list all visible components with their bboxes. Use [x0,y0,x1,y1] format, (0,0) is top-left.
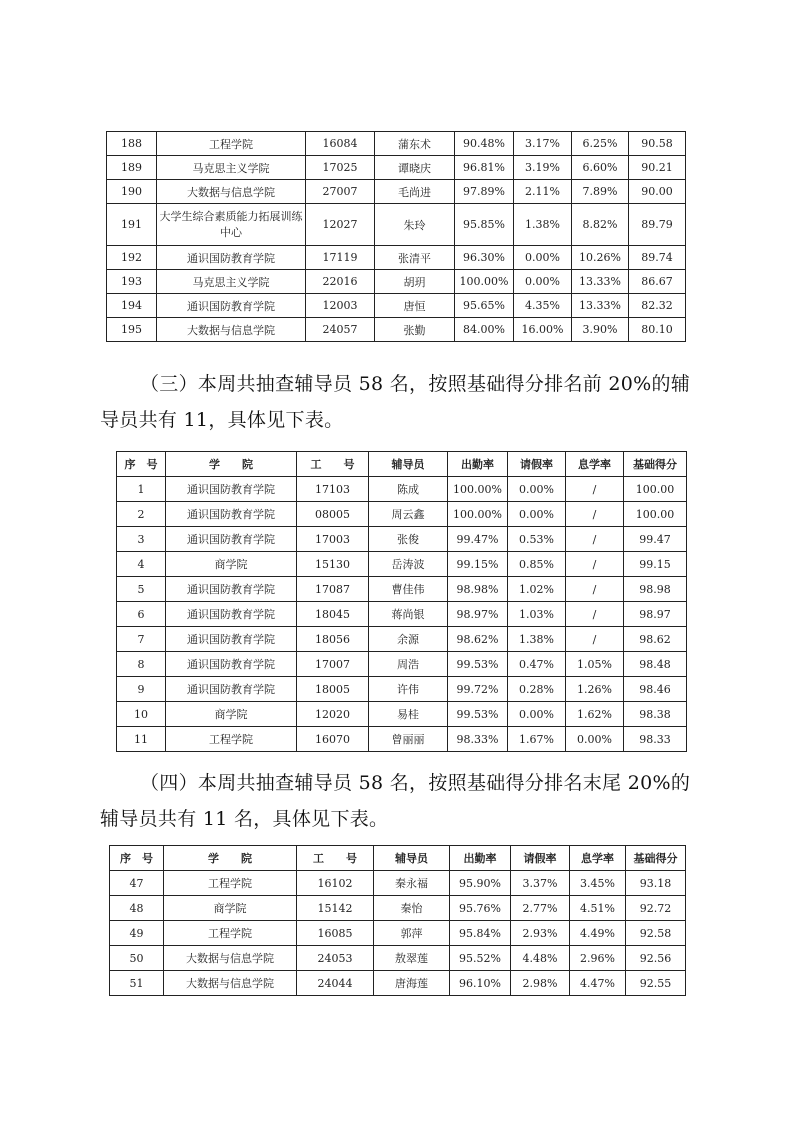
table2-cell-staff-id: 18045 [297,602,369,627]
table2-header-absence-rate: 息学率 [566,452,624,477]
table3-header-counselor: 辅导员 [374,846,450,871]
table1-cell-index: 191 [107,204,157,246]
table1-cell-attendance-rate: 100.00% [455,270,514,294]
table2-cell-index: 5 [117,577,166,602]
table1-cell-attendance-rate: 95.65% [455,294,514,318]
paragraph-top-20-percent [100,366,692,438]
table2-cell-staff-id: 18005 [297,677,369,702]
table3-row [110,946,686,971]
table3-cell-counselor: 唐海莲 [374,971,450,996]
table2-cell-absence-rate: / [566,577,624,602]
table3-cell-base-score: 92.58 [626,921,686,946]
table-top-20-percent [116,451,687,752]
table3-cell-attendance-rate: 95.90% [450,871,511,896]
table1-row [107,318,686,342]
table2-cell-counselor: 周浩 [369,652,448,677]
table2-cell-index: 8 [117,652,166,677]
table3-cell-base-score: 92.56 [626,946,686,971]
table3-cell-attendance-rate: 95.52% [450,946,511,971]
table1-cell-attendance-rate: 96.30% [455,246,514,270]
table3-cell-attendance-rate: 95.84% [450,921,511,946]
table1-body [107,132,686,342]
table2-cell-absence-rate: 1.05% [566,652,624,677]
table1-cell-base-score: 89.74 [629,246,686,270]
table3-cell-absence-rate: 3.45% [570,871,626,896]
table2-cell-base-score: 100.00 [624,502,687,527]
table2-cell-counselor: 易桂 [369,702,448,727]
table2-row [117,627,687,652]
table2-row [117,702,687,727]
table2-cell-counselor: 陈成 [369,477,448,502]
table1-cell-leave-rate: 4.35% [514,294,572,318]
table2-header-college: 学 院 [166,452,297,477]
table1-cell-attendance-rate: 96.81% [455,156,514,180]
table2-cell-base-score: 98.38 [624,702,687,727]
table3-header-base-score: 基础得分 [626,846,686,871]
table2-cell-index: 10 [117,702,166,727]
table1-cell-college: 大学生综合素质能力拓展训练中心 [157,204,306,246]
table2-cell-counselor: 蒋尚银 [369,602,448,627]
table2-cell-leave-rate: 0.28% [508,677,566,702]
table2-cell-index: 3 [117,527,166,552]
table1-cell-index: 192 [107,246,157,270]
table3-row [110,896,686,921]
table2-cell-absence-rate: / [566,502,624,527]
table3-cell-leave-rate: 4.48% [511,946,570,971]
table1-cell-staff-id: 12003 [306,294,375,318]
table1-cell-counselor: 张清平 [375,246,455,270]
table1-cell-college: 马克思主义学院 [157,156,306,180]
table2-header-index: 序 号 [117,452,166,477]
table1-cell-leave-rate: 1.38% [514,204,572,246]
table2-cell-index: 9 [117,677,166,702]
table-bottom-ranking-continued [106,131,686,342]
table1-cell-absence-rate: 10.26% [572,246,629,270]
table2-cell-base-score: 98.48 [624,652,687,677]
table3-cell-leave-rate: 2.77% [511,896,570,921]
table2-cell-attendance-rate: 98.33% [448,727,508,752]
table1-cell-college: 马克思主义学院 [157,270,306,294]
table3-cell-attendance-rate: 96.10% [450,971,511,996]
table3-cell-college: 大数据与信息学院 [164,971,297,996]
table3-header-leave-rate: 请假率 [511,846,570,871]
table1-cell-base-score: 90.58 [629,132,686,156]
table1-cell-counselor: 胡玥 [375,270,455,294]
table3-cell-staff-id: 24053 [297,946,374,971]
table2-cell-absence-rate: / [566,477,624,502]
paragraph3-text: （三）本周共抽查辅导员 58 名，按照基础得分排名前 20%的辅导员共有 11，具体见下表。 [100,373,691,431]
table3-cell-staff-id: 24044 [297,971,374,996]
table2-cell-college: 通识国防教育学院 [166,677,297,702]
table1-cell-college: 大数据与信息学院 [157,318,306,342]
table1-cell-index: 188 [107,132,157,156]
table2-cell-index: 1 [117,477,166,502]
table1-cell-base-score: 90.21 [629,156,686,180]
table2-cell-absence-rate: / [566,602,624,627]
table3-row [110,921,686,946]
table2-cell-staff-id: 17087 [297,577,369,602]
table3-cell-index: 50 [110,946,164,971]
table3-cell-college: 商学院 [164,896,297,921]
table1-cell-base-score: 90.00 [629,180,686,204]
table2-header-base-score: 基础得分 [624,452,687,477]
table2-cell-absence-rate: 0.00% [566,727,624,752]
table1-cell-staff-id: 16084 [306,132,375,156]
table1-cell-attendance-rate: 90.48% [455,132,514,156]
table2-cell-staff-id: 12020 [297,702,369,727]
table2-header-counselor: 辅导员 [369,452,448,477]
table2-cell-college: 通识国防教育学院 [166,527,297,552]
table3-cell-leave-rate: 3.37% [511,871,570,896]
table2-cell-college: 通识国防教育学院 [166,627,297,652]
table2-cell-attendance-rate: 98.98% [448,577,508,602]
table3-row [110,971,686,996]
table2-cell-index: 6 [117,602,166,627]
table3-header-staff-id: 工 号 [297,846,374,871]
table1-cell-college: 大数据与信息学院 [157,180,306,204]
table2-header-leave-rate: 请假率 [508,452,566,477]
table2-cell-college: 工程学院 [166,727,297,752]
table3-cell-counselor: 郭萍 [374,921,450,946]
table2-cell-leave-rate: 1.38% [508,627,566,652]
table2-row [117,527,687,552]
table2-header-attendance-rate: 出勤率 [448,452,508,477]
paragraph4-text: （四）本周共抽查辅导员 58 名，按照基础得分排名末尾 20%的辅导员共有 11 名，具体见下表。 [100,772,691,830]
table1-cell-counselor: 蒲东术 [375,132,455,156]
table1-cell-staff-id: 24057 [306,318,375,342]
table1-cell-counselor: 毛尚进 [375,180,455,204]
table2-cell-staff-id: 08005 [297,502,369,527]
table2-cell-college: 商学院 [166,552,297,577]
table3-cell-absence-rate: 2.96% [570,946,626,971]
table3-body [110,871,686,996]
table2-cell-base-score: 100.00 [624,477,687,502]
table2-cell-absence-rate: / [566,527,624,552]
table2-row [117,477,687,502]
table2-cell-attendance-rate: 99.72% [448,677,508,702]
table3-cell-base-score: 92.72 [626,896,686,921]
table1-row [107,246,686,270]
table3-cell-college: 工程学院 [164,921,297,946]
table2-cell-counselor: 许伟 [369,677,448,702]
table2-cell-counselor: 曹佳伟 [369,577,448,602]
table2-cell-leave-rate: 0.00% [508,702,566,727]
table1-cell-leave-rate: 3.17% [514,132,572,156]
table2-cell-attendance-rate: 98.97% [448,602,508,627]
table2-cell-base-score: 98.98 [624,577,687,602]
table2-cell-base-score: 98.62 [624,627,687,652]
table3-cell-leave-rate: 2.98% [511,971,570,996]
table1-cell-leave-rate: 0.00% [514,270,572,294]
table3-header-attendance-rate: 出勤率 [450,846,511,871]
table1-cell-index: 193 [107,270,157,294]
table1-row [107,204,686,246]
paragraph-bottom-20-percent [100,765,692,837]
table3-cell-index: 47 [110,871,164,896]
table2-cell-leave-rate: 1.03% [508,602,566,627]
table1-cell-base-score: 80.10 [629,318,686,342]
table2-cell-attendance-rate: 100.00% [448,502,508,527]
table2-cell-college: 通识国防教育学院 [166,652,297,677]
table1-cell-staff-id: 12027 [306,204,375,246]
table1-cell-absence-rate: 3.90% [572,318,629,342]
table3-cell-college: 大数据与信息学院 [164,946,297,971]
table2-cell-attendance-rate: 98.62% [448,627,508,652]
table1-row [107,156,686,180]
table3-cell-counselor: 秦怡 [374,896,450,921]
table1-cell-staff-id: 17119 [306,246,375,270]
table3-cell-absence-rate: 4.49% [570,921,626,946]
table3-cell-base-score: 93.18 [626,871,686,896]
table1-cell-leave-rate: 16.00% [514,318,572,342]
table1-cell-absence-rate: 6.60% [572,156,629,180]
table2-cell-attendance-rate: 99.47% [448,527,508,552]
table1-cell-absence-rate: 13.33% [572,294,629,318]
table2-row [117,677,687,702]
table2-cell-staff-id: 16070 [297,727,369,752]
table2-header-row [117,452,687,477]
table2-cell-leave-rate: 0.53% [508,527,566,552]
table1-row [107,132,686,156]
table3-cell-staff-id: 15142 [297,896,374,921]
table2-cell-staff-id: 17103 [297,477,369,502]
table2-cell-counselor: 张俊 [369,527,448,552]
table2-cell-base-score: 98.33 [624,727,687,752]
table2-row [117,652,687,677]
table3-header-row [110,846,686,871]
table1-cell-counselor: 唐恒 [375,294,455,318]
table2-row [117,727,687,752]
table3-cell-counselor: 敖翠莲 [374,946,450,971]
table2-cell-staff-id: 15130 [297,552,369,577]
table1-cell-base-score: 89.79 [629,204,686,246]
table2-cell-attendance-rate: 99.53% [448,652,508,677]
table2-body [117,477,687,752]
table1-cell-index: 190 [107,180,157,204]
table1-cell-leave-rate: 3.19% [514,156,572,180]
table1-cell-index: 189 [107,156,157,180]
table2-cell-counselor: 岳涛波 [369,552,448,577]
table2-cell-leave-rate: 1.02% [508,577,566,602]
table2-cell-staff-id: 17003 [297,527,369,552]
table3-cell-staff-id: 16102 [297,871,374,896]
table2-cell-index: 11 [117,727,166,752]
table3-cell-counselor: 秦永福 [374,871,450,896]
table1-cell-staff-id: 27007 [306,180,375,204]
table1-cell-attendance-rate: 84.00% [455,318,514,342]
table1-cell-attendance-rate: 95.85% [455,204,514,246]
table1-cell-index: 195 [107,318,157,342]
table2-cell-counselor: 余源 [369,627,448,652]
table3-row [110,871,686,896]
table2-cell-index: 7 [117,627,166,652]
table3-header-college: 学 院 [164,846,297,871]
table2-cell-attendance-rate: 99.53% [448,702,508,727]
table2-row [117,502,687,527]
table2-cell-attendance-rate: 99.15% [448,552,508,577]
table2-cell-college: 通识国防教育学院 [166,477,297,502]
table1-cell-base-score: 82.32 [629,294,686,318]
table1-cell-absence-rate: 7.89% [572,180,629,204]
table3-header-index: 序 号 [110,846,164,871]
table2-cell-leave-rate: 1.67% [508,727,566,752]
table2-cell-base-score: 99.47 [624,527,687,552]
table2-cell-college: 商学院 [166,702,297,727]
table2-cell-staff-id: 17007 [297,652,369,677]
table2-cell-counselor: 周云鑫 [369,502,448,527]
table2-cell-counselor: 曾丽丽 [369,727,448,752]
table2-cell-index: 2 [117,502,166,527]
table1-row [107,294,686,318]
table1-cell-college: 通识国防教育学院 [157,246,306,270]
table2-cell-staff-id: 18056 [297,627,369,652]
table1-cell-college: 工程学院 [157,132,306,156]
table1-cell-leave-rate: 2.11% [514,180,572,204]
table3-cell-index: 49 [110,921,164,946]
table1-cell-index: 194 [107,294,157,318]
table1-cell-attendance-rate: 97.89% [455,180,514,204]
table3-cell-index: 51 [110,971,164,996]
table2-cell-attendance-rate: 100.00% [448,477,508,502]
table3-cell-college: 工程学院 [164,871,297,896]
table3-cell-attendance-rate: 95.76% [450,896,511,921]
table2-cell-absence-rate: 1.26% [566,677,624,702]
table1-cell-staff-id: 17025 [306,156,375,180]
table2-header-staff-id: 工 号 [297,452,369,477]
table2-cell-absence-rate: 1.62% [566,702,624,727]
table2-cell-base-score: 99.15 [624,552,687,577]
table1-cell-counselor: 朱玲 [375,204,455,246]
table2-row [117,602,687,627]
table2-cell-leave-rate: 0.00% [508,477,566,502]
table-bottom-20-percent [109,845,686,996]
table2-cell-index: 4 [117,552,166,577]
table1-cell-base-score: 86.67 [629,270,686,294]
table1-cell-counselor: 张勤 [375,318,455,342]
table3-cell-leave-rate: 2.93% [511,921,570,946]
table1-row [107,270,686,294]
table2-cell-college: 通识国防教育学院 [166,502,297,527]
table1-cell-staff-id: 22016 [306,270,375,294]
table1-cell-leave-rate: 0.00% [514,246,572,270]
table1-row [107,180,686,204]
table3-header-absence-rate: 息学率 [570,846,626,871]
table1-cell-absence-rate: 8.82% [572,204,629,246]
table2-cell-college: 通识国防教育学院 [166,577,297,602]
table2-row [117,577,687,602]
table2-cell-college: 通识国防教育学院 [166,602,297,627]
table3-cell-index: 48 [110,896,164,921]
table2-cell-base-score: 98.46 [624,677,687,702]
table1-cell-counselor: 谭晓庆 [375,156,455,180]
table3-cell-absence-rate: 4.47% [570,971,626,996]
table1-cell-absence-rate: 13.33% [572,270,629,294]
table2-row [117,552,687,577]
table2-cell-leave-rate: 0.85% [508,552,566,577]
table3-cell-absence-rate: 4.51% [570,896,626,921]
table2-cell-leave-rate: 0.47% [508,652,566,677]
table2-cell-absence-rate: / [566,552,624,577]
table3-cell-staff-id: 16085 [297,921,374,946]
table3-cell-base-score: 92.55 [626,971,686,996]
table2-cell-absence-rate: / [566,627,624,652]
table1-cell-absence-rate: 6.25% [572,132,629,156]
table2-cell-leave-rate: 0.00% [508,502,566,527]
table2-cell-base-score: 98.97 [624,602,687,627]
table1-cell-college: 通识国防教育学院 [157,294,306,318]
